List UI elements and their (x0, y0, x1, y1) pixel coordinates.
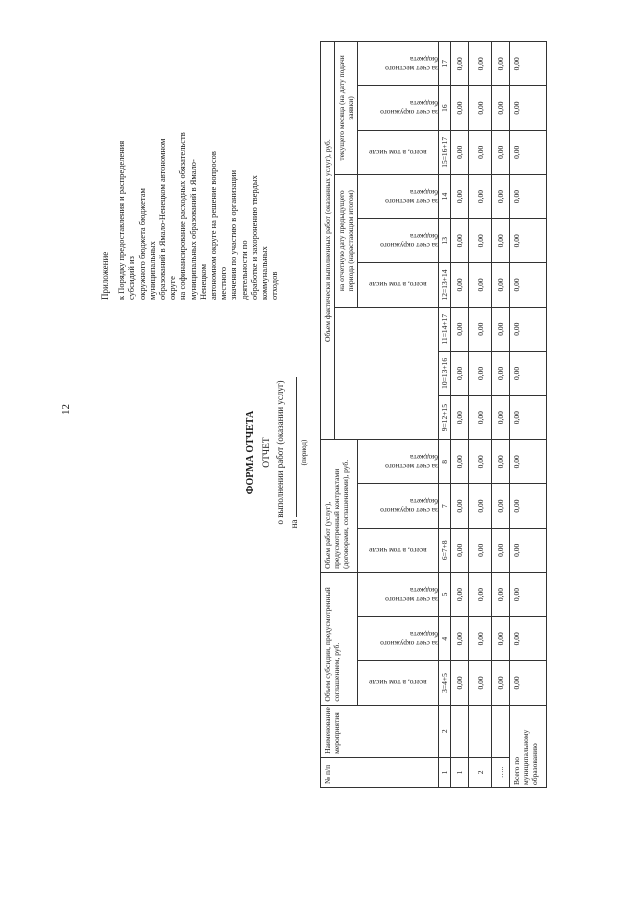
header-actual: Объем фактически выполненных работ (оказанных услуг), руб. (321, 42, 335, 440)
row-num: 2 (469, 757, 492, 787)
column-number: 17 (439, 42, 451, 86)
header-total (358, 528, 439, 572)
cell-value: 0,00 (469, 440, 492, 484)
header-mest-short (358, 42, 439, 86)
header-total-short-text: всего, в том числе (369, 280, 427, 290)
cell-value: 0,00 (510, 484, 547, 528)
column-number: 4 (439, 617, 451, 661)
cell-value: 0,00 (469, 572, 492, 616)
cell-value: 0,00 (451, 351, 469, 395)
cell-value: 0,00 (469, 174, 492, 218)
cell-value: 0,00 (492, 351, 510, 395)
cell-value: 0,00 (510, 661, 547, 705)
cell-value: 0,00 (451, 484, 469, 528)
header-contract: Объем работ (услуг), предусмотренный контрактами (договорами, соглашениями), руб. (321, 440, 358, 573)
cell-value: 0,00 (510, 572, 547, 616)
cell-value: 0,00 (469, 42, 492, 86)
header-mest-short (358, 174, 439, 218)
cell-value: 0,00 (469, 661, 492, 705)
appendix-line: отходов (269, 271, 280, 300)
cell-value: 0,00 (451, 661, 469, 705)
report-title: ОТЧЕТ (262, 437, 272, 468)
cell-value: 0,00 (510, 351, 547, 395)
header-total-short (358, 130, 439, 174)
header-total-text: всего, в том числе (369, 678, 427, 688)
cell-value: 0,00 (492, 307, 510, 351)
cell-value: 0,00 (451, 617, 469, 661)
cell-value: 0,00 (510, 528, 547, 572)
row-name (492, 705, 510, 757)
column-number: 5 (439, 572, 451, 616)
header-okr-text: за счет окружного бюджета (380, 497, 438, 516)
cell-value: 0,00 (451, 86, 469, 130)
cell-value: 0,00 (492, 617, 510, 661)
header-okr (358, 617, 439, 661)
appendix-line: обработке и захоронению твердых коммунальных (248, 175, 270, 300)
header-subsidy: Объем субсидии, предусмотренный соглашением, руб. (321, 572, 358, 705)
cell-value: 0,00 (510, 440, 547, 484)
header-okr-short-text: за счет окружного бюджета (380, 99, 438, 118)
cell-value: 0,00 (510, 617, 547, 661)
cell-value: 0,00 (469, 351, 492, 395)
cell-value: 0,00 (492, 528, 510, 572)
header-total-short-text: всего, в том числе (369, 147, 427, 157)
cell-value: 0,00 (492, 440, 510, 484)
cell-value: 0,00 (492, 174, 510, 218)
column-number: 11=14+17 (439, 307, 451, 351)
cell-value: 0,00 (451, 528, 469, 572)
row-num: 1 (451, 757, 469, 787)
appendix-line: автономном округе на решение вопросов местного (208, 151, 229, 300)
column-number: 6=7+8 (439, 528, 451, 572)
cell-value: 0,00 (492, 572, 510, 616)
cell-value: 0,00 (469, 130, 492, 174)
cell-value: 0,00 (492, 263, 510, 307)
header-num: № п/п (321, 757, 439, 787)
header-okr-short (358, 219, 439, 263)
cell-value: 0,00 (469, 86, 492, 130)
cell-value: 0,00 (451, 263, 469, 307)
report-table (320, 41, 547, 788)
header-row-1 (321, 42, 335, 788)
table-row (451, 42, 469, 788)
header-mest (358, 440, 439, 484)
cell-value: 0,00 (492, 219, 510, 263)
row-total-label: Всего по муниципальному образованию (510, 705, 547, 787)
appendix-line: на софинансирование расходных обязательств (177, 132, 188, 300)
cell-value: 0,00 (510, 263, 547, 307)
column-number: 15=16+17 (439, 130, 451, 174)
cell-value: 0,00 (492, 661, 510, 705)
header-prev: на отчетную дату предыдущего периода (нарастающим итогом) (335, 174, 358, 307)
cell-value: 0,00 (492, 42, 510, 86)
column-number: 16 (439, 86, 451, 130)
header-total-text: всего, в том числе (369, 545, 427, 555)
cell-value: 0,00 (510, 396, 547, 440)
appendix-line: к Порядку предоставления и распределения субсидий из (116, 140, 137, 300)
table-row (469, 42, 492, 788)
header-current: текущего месяца (на дату подачи заявки) (335, 42, 358, 175)
column-number: 12=13+14 (439, 263, 451, 307)
column-number: 10=13+16 (439, 351, 451, 395)
row-name (451, 705, 469, 757)
cell-value: 0,00 (451, 572, 469, 616)
cell-value: 0,00 (469, 484, 492, 528)
header-mest-text: за счет местного бюджета (385, 452, 438, 471)
cell-value: 0,00 (510, 174, 547, 218)
header-okr-short-text: за счет окружного бюджета (380, 231, 438, 250)
appendix-heading: Приложение (100, 251, 110, 300)
column-number: 7 (439, 484, 451, 528)
column-number-row (439, 42, 451, 788)
header-mest-short-text: за счет местного бюджета (385, 54, 438, 73)
column-number: 13 (439, 219, 451, 263)
cell-value: 0,00 (451, 307, 469, 351)
cell-value: 0,00 (510, 219, 547, 263)
cell-value: 0,00 (492, 86, 510, 130)
header-mest-short-text: за счет местного бюджета (385, 187, 438, 206)
cell-value: 0,00 (510, 130, 547, 174)
cell-value: 0,00 (469, 263, 492, 307)
appendix-line: значения по участию в организации деятельности по (228, 169, 249, 300)
cell-value: 0,00 (510, 307, 547, 351)
column-number: 9=12+15 (439, 396, 451, 440)
cell-value: 0,00 (451, 130, 469, 174)
header-okr-text: за счет окружного бюджета (380, 629, 438, 648)
page-number: 12 (60, 404, 72, 415)
report-subtitle: о выполнении работ (оказании услуг) (275, 380, 285, 525)
cell-value: 0,00 (469, 617, 492, 661)
cell-value: 0,00 (451, 396, 469, 440)
row-name (469, 705, 492, 757)
appendix-line: окружного бюджета бюджетам муниципальных (136, 188, 157, 300)
cell-value: 0,00 (451, 42, 469, 86)
period-label: (период) (300, 439, 308, 466)
table-row-total (510, 42, 547, 788)
period-line (287, 0, 299, 905)
column-number: 2 (439, 705, 451, 757)
header-okr (358, 484, 439, 528)
period-blank (287, 377, 297, 517)
cell-value: 0,00 (492, 396, 510, 440)
cell-value: 0,00 (469, 396, 492, 440)
table-row (492, 42, 510, 788)
header-total (358, 661, 439, 705)
column-number: 3=4+5 (439, 661, 451, 705)
header-total-short (358, 263, 439, 307)
cell-value: 0,00 (469, 307, 492, 351)
row-num: ….. (492, 757, 510, 787)
cell-value: 0,00 (510, 86, 547, 130)
cell-value: 0,00 (469, 528, 492, 572)
na-label: на (289, 519, 299, 529)
header-mest-text: за счет местного бюджета (385, 585, 438, 604)
cell-value: 0,00 (451, 219, 469, 263)
cell-value: 0,00 (451, 174, 469, 218)
header-mest (358, 572, 439, 616)
column-number: 1 (439, 757, 451, 787)
header-name: Наименование мероприятия (321, 705, 439, 757)
cell-value: 0,00 (510, 42, 547, 86)
form-title: ФОРМА ОТЧЕТА (245, 410, 256, 495)
appendix-line: образований в Ямало-Ненецком автономном округе (157, 138, 178, 300)
cell-value: 0,00 (492, 130, 510, 174)
cell-value: 0,00 (492, 484, 510, 528)
cell-value: 0,00 (451, 440, 469, 484)
cell-value: 0,00 (469, 219, 492, 263)
appendix-line: муниципальных образований в Ямало-Ненецком (187, 159, 208, 300)
header-actual-spacer (335, 307, 439, 440)
column-number: 8 (439, 440, 451, 484)
header-okr-short (358, 86, 439, 130)
column-number: 14 (439, 174, 451, 218)
